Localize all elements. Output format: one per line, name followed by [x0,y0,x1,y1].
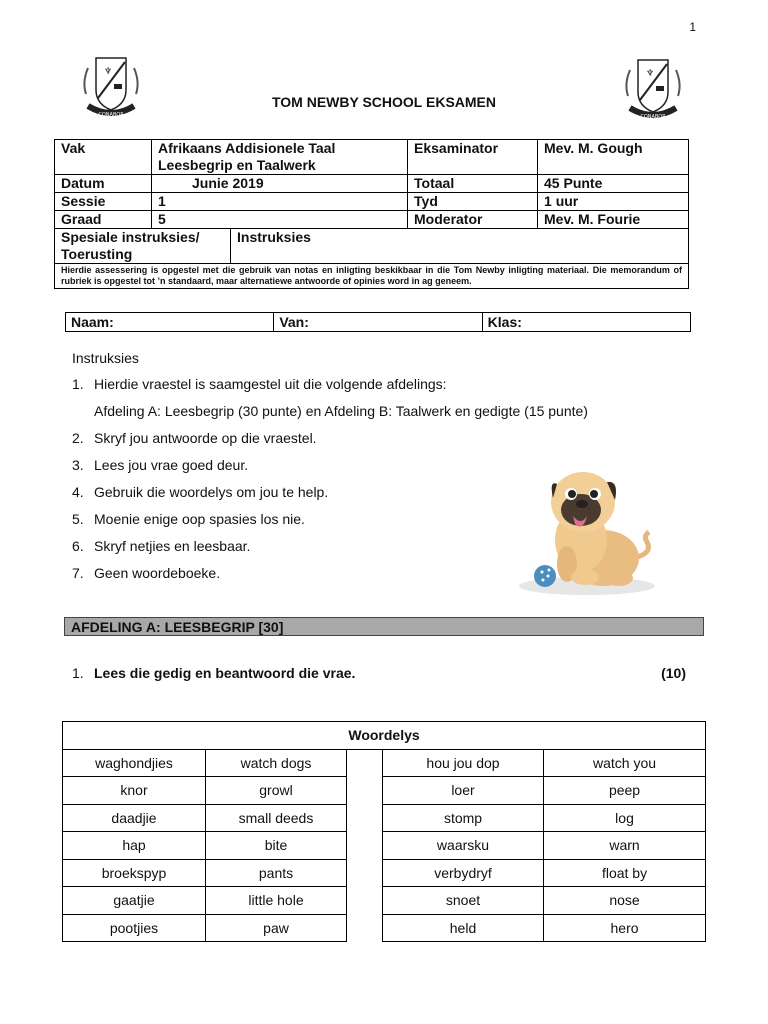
instruction-item: Afdeling A: Leesbegrip (30 punte) en Afdeling B: Taalwerk en gedigte (15 punte) [94,403,588,419]
instruction-item: 6. Skryf netjies en leesbaar. [72,538,251,554]
wordlist-cell: hou jou dop [383,749,544,777]
wordlist-cell: gaatjie [63,887,206,915]
graad-value: 5 [152,211,408,229]
van-field[interactable]: Van: [274,313,482,332]
wordlist-cell: snoet [383,887,544,915]
wordlist-cell: bite [206,832,347,860]
table-row [63,887,706,915]
graad-label: Graad [55,211,152,229]
wordlist-cell: loer [383,777,544,805]
tyd-label: Tyd [408,193,538,211]
table-row [63,804,706,832]
wordlist-cell: warn [544,832,706,860]
assessment-note: Hierdie assessering is opgestel met die gebruik van notas en inligting beskikbaar in die Tom Newby inligting materiaal. Die memorandum of rubriek is opgestel tot ’n standaard, maar alternatiewe antwoorde of opinies word in ag geneem. [55,264,689,289]
student-details-table [65,312,691,332]
exam-title: TOM NEWBY SCHOOL EKSAMEN [271,94,497,110]
wordlist-cell: hero [544,914,706,942]
wordlist-cell: watch dogs [206,749,347,777]
wordlist-cell: float by [544,859,706,887]
wordlist-cell: nose [544,887,706,915]
question-1-text: 1. Lees die gedig en beantwoord die vrae. [72,665,356,681]
wordlist-cell: held [383,914,544,942]
instruction-item: 1. Hierdie vraestel is saamgestel uit die volgende afdelings: [72,376,447,392]
instruction-item: 5. Moenie enige oop spasies los nie. [72,511,305,527]
instructions-title: Instruksies [72,350,139,366]
wordlist-cell: log [544,804,706,832]
eksaminator-label: Eksaminator [408,140,538,175]
svg-text:♆: ♆ [104,67,113,77]
datum-value: Junie 2019 [152,175,408,193]
school-crest-logo [78,54,144,120]
school-crest-logo [620,56,686,122]
svg-text:♆: ♆ [646,69,655,79]
totaal-label: Totaal [408,175,538,193]
totaal-value: 45 Punte [538,175,689,193]
wordlist-cell: peep [544,777,706,805]
wordlist-table [62,721,706,942]
eksaminator-value: Mev. M. Gough [538,140,689,175]
wordlist-cell: growl [206,777,347,805]
pug-illustration [515,462,665,602]
instruction-item: 4. Gebruik die woordelys om jou te help. [72,484,329,500]
svg-text:CONABOR: CONABOR [98,112,124,118]
spesiale-instruksies-label: Spesiale instruksies/ Toerusting [55,229,231,264]
table-row [63,914,706,942]
vak-value: Afrikaans Addisionele Taal Leesbegrip en Taalwerk [152,140,408,175]
wordlist-cell: watch you [544,749,706,777]
exam-info-table [54,139,689,289]
klas-field[interactable]: Klas: [482,313,690,332]
sessie-label: Sessie [55,193,152,211]
wordlist-cell: daadjie [63,804,206,832]
wordlist-cell: pants [206,859,347,887]
instruksies-label: Instruksies [231,229,689,264]
moderator-label: Moderator [408,211,538,229]
instruction-item: 2. Skryf jou antwoorde op die vraestel. [72,430,317,446]
page-number: 1 [689,20,696,34]
wordlist-cell: hap [63,832,206,860]
wordlist-cell: pootjies [63,914,206,942]
table-row [63,859,706,887]
instruction-item: 7. Geen woordeboeke. [72,565,221,581]
wordlist-title: Woordelys [63,722,706,750]
wordlist-cell: small deeds [206,804,347,832]
wordlist-cell: verbydryf [383,859,544,887]
table-row [63,832,706,860]
wordlist-cell: knor [63,777,206,805]
datum-label: Datum [55,175,152,193]
vak-label: Vak [55,140,152,175]
moderator-value: Mev. M. Fourie [538,211,689,229]
naam-field[interactable]: Naam: [66,313,274,332]
section-a-header: AFDELING A: LEESBEGRIP [30] [64,617,704,636]
wordlist-cell: waarsku [383,832,544,860]
wordlist-cell: little hole [206,887,347,915]
sessie-value: 1 [152,193,408,211]
wordlist-cell: waghondjies [63,749,206,777]
table-row [63,749,706,777]
tyd-value: 1 uur [538,193,689,211]
wordlist-cell: paw [206,914,347,942]
wordlist-cell: stomp [383,804,544,832]
instructions-list [72,376,588,592]
question-1 [72,665,686,681]
svg-text:CONABOR: CONABOR [640,114,666,120]
wordlist-cell: broekspyp [63,859,206,887]
instruction-item: 3. Lees jou vrae goed deur. [72,457,249,473]
table-row [63,777,706,805]
question-1-marks: (10) [661,665,686,681]
